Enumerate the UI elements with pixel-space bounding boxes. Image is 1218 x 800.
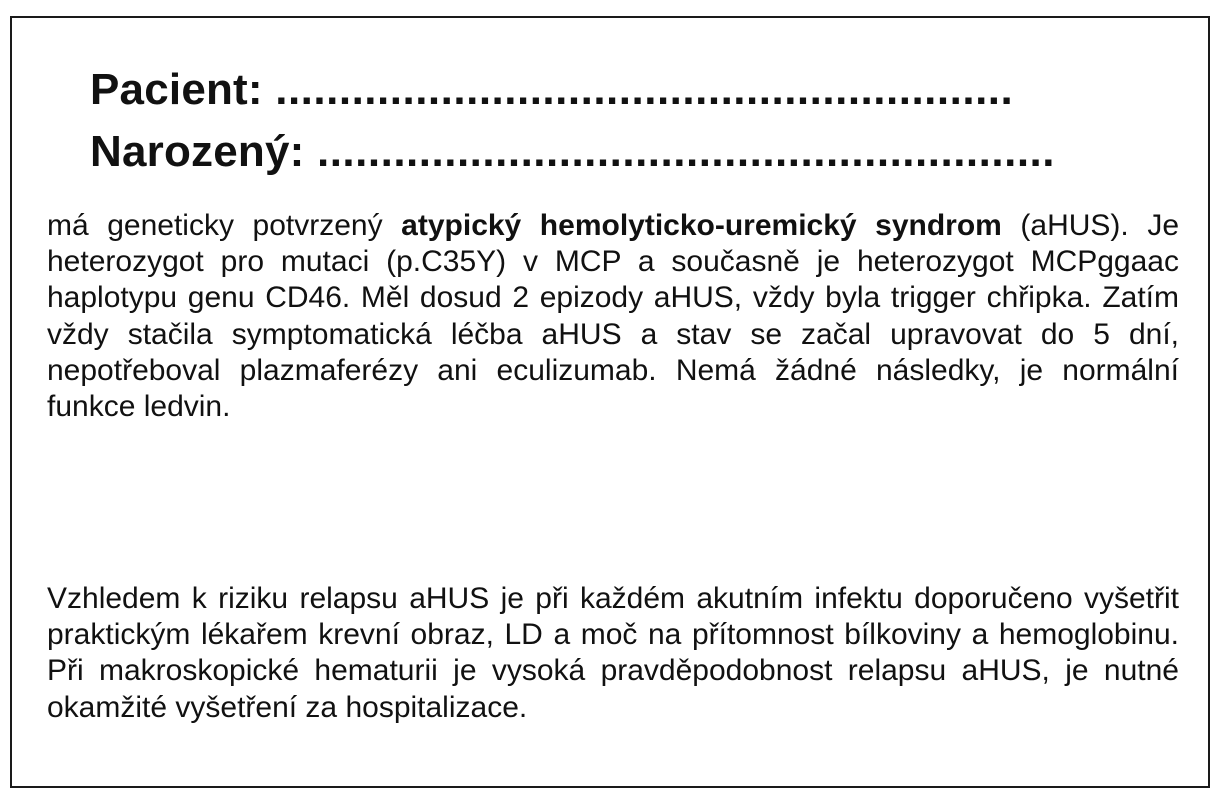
born-field — [90, 127, 1055, 176]
diagnosis-details: (aHUS). Je heterozygot pro mutaci (p.C35Y) v MCP a současně je heterozygot MCPggaac haplotypu genu CD46. Měl dosud 2 epizody aHUS, vždy byla trigger chřipka. Zatím vždy stačila symptomatická léčba aHUS a stav se začal upravovat do 5 dní, nepotřeboval plazmaferézy ani eculizumab. Nemá žádné následky, je normální funkce ledvin. — [47, 209, 1180, 424]
diagnosis-paragraph — [47, 208, 1179, 425]
diagnosis-name: atypický hemolyticko-uremický syndrom — [401, 209, 1002, 242]
patient-dotted-line: .......................................................... — [275, 65, 1014, 114]
born-label: Narozený: — [90, 127, 305, 176]
recommendation-paragraph: Vzhledem k riziku relapsu aHUS je při každém akutním infektu doporučeno vyšetřit praktickým lékařem krevní obraz, LD a moč na přítomnost bílkoviny a hemoglobinu. Při makroskopické hematurii je vysoká pravděpodobnost relapsu aHUS, je nutné okamžité vyšetření za hospitalizace. — [47, 582, 1179, 724]
patient-card — [10, 16, 1210, 788]
born-dotted-line: .......................................................... — [316, 127, 1055, 176]
patient-label: Pacient: — [90, 65, 263, 114]
diagnosis-prefix: má geneticky potvrzený — [47, 209, 402, 242]
patient-field — [90, 65, 1014, 114]
